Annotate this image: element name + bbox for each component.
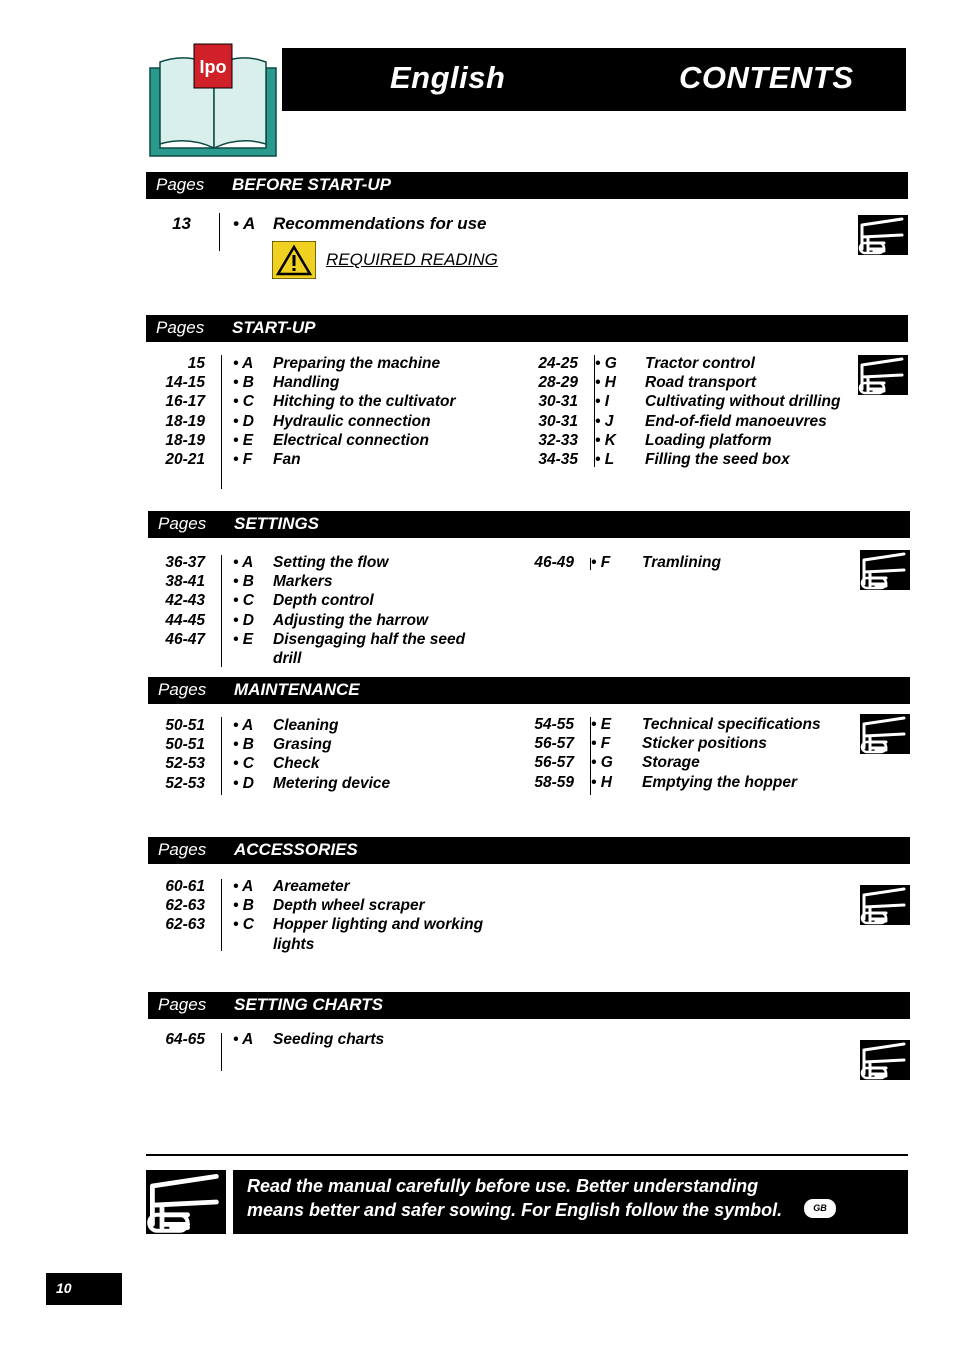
page-number-box [46, 1273, 122, 1305]
pages-label: Pages [158, 680, 207, 699]
item-letter: • C [233, 916, 254, 933]
item-label[interactable]: Sticker positions [642, 735, 767, 752]
page-ref: 46-49 [534, 554, 574, 571]
page-ref: 62-63 [165, 916, 205, 933]
pointing-hand-icon [146, 1170, 226, 1234]
footer-line-2: means better and safer sowing. For English follow the symbol. [247, 1200, 783, 1220]
item-label[interactable]: Loading platform [645, 432, 772, 449]
page-ref: 46-47 [165, 631, 205, 648]
pages-label: Pages [156, 318, 205, 337]
pointing-hand-icon [860, 885, 910, 925]
item-label[interactable]: Setting the flow [273, 554, 389, 571]
language-label: English [390, 60, 506, 95]
section-header-settings [148, 511, 910, 538]
page-ref: 13 [172, 214, 191, 233]
item-letter: • C [233, 755, 254, 772]
item-label[interactable]: Seeding charts [273, 1031, 385, 1048]
page-ref: 20-21 [165, 451, 205, 468]
page-ref: 56-57 [534, 754, 574, 771]
item-letter: • A [233, 355, 254, 372]
item-label[interactable]: Technical specifications [642, 716, 821, 733]
item-label[interactable]: Areameter [273, 878, 350, 895]
page-ref: 15 [187, 355, 205, 372]
page-ref: 50-51 [165, 717, 205, 734]
page-ref: 38-41 [165, 573, 205, 590]
page-number: 10 [56, 1280, 72, 1296]
item-letter: • D [233, 413, 254, 430]
item-label[interactable]: Cultivating without drilling [645, 393, 841, 410]
section-title: START-UP [232, 318, 316, 337]
page-ref: 62-63 [165, 897, 205, 914]
page-ref: 54-55 [534, 716, 574, 733]
item-label[interactable]: Metering device [273, 775, 391, 792]
item-letter: • A [233, 214, 256, 233]
item-letter: • H [595, 374, 616, 391]
item-letter: • B [233, 573, 254, 590]
item-label[interactable]: Depth wheel scraper [273, 897, 425, 914]
item-letter: • E [233, 631, 254, 648]
item-letter: • E [233, 432, 254, 449]
item-letter: • E [591, 716, 612, 733]
pages-label: Pages [158, 514, 207, 533]
section-title: SETTING CHARTS [234, 995, 383, 1014]
item-label[interactable]: Hopper lighting and working [273, 916, 484, 933]
item-letter: • I [595, 393, 610, 410]
page-ref: 30-31 [538, 413, 578, 430]
section-header-startup [146, 315, 908, 342]
item-label[interactable]: Disengaging half the seed [273, 631, 466, 648]
page-ref: 34-35 [538, 451, 578, 468]
item-label[interactable]: Hitching to the cultivator [273, 393, 456, 410]
item-label[interactable]: Filling the seed box [645, 451, 790, 468]
item-letter: • C [233, 592, 254, 609]
page-ref: 52-53 [165, 775, 205, 792]
pages-label: Pages [156, 175, 205, 194]
item-label[interactable]: Storage [642, 754, 700, 771]
section-title: SETTINGS [234, 514, 320, 533]
item-label[interactable]: Tramlining [642, 554, 721, 571]
item-letter: • G [591, 754, 613, 771]
open-book-icon [148, 40, 278, 158]
section-header-accessories [148, 837, 910, 864]
item-letter: • B [233, 374, 254, 391]
item-letter: • A [233, 717, 254, 734]
footer-divider [146, 1154, 908, 1156]
item-label[interactable]: Hydraulic connection [273, 413, 431, 430]
header-bar [282, 48, 906, 111]
pages-label: Pages [158, 995, 207, 1014]
item-letter: • J [595, 413, 614, 430]
item-letter: • A [233, 554, 254, 571]
required-reading-link[interactable]: REQUIRED READING [326, 250, 498, 269]
item-letter: • B [233, 736, 254, 753]
gb-badge: GB [804, 1199, 836, 1218]
item-letter: • D [233, 775, 254, 792]
page-ref: 64-65 [165, 1031, 205, 1048]
item-label[interactable]: Preparing the machine [273, 355, 441, 372]
item-label-continued: drill [273, 650, 302, 667]
item-letter: • C [233, 393, 254, 410]
section-title: MAINTENANCE [234, 680, 360, 699]
item-label[interactable]: End-of-field manoeuvres [645, 413, 827, 430]
item-label[interactable]: Recommendations for use [273, 214, 487, 233]
item-label[interactable]: Check [273, 755, 320, 772]
item-label[interactable]: Cleaning [273, 717, 339, 734]
item-letter: • F [591, 554, 611, 571]
item-letter: • D [233, 612, 254, 629]
page-ref: 52-53 [165, 755, 205, 772]
item-letter: • G [595, 355, 617, 372]
item-letter: • A [233, 1031, 254, 1048]
svg-text:Ipo: Ipo [199, 57, 227, 77]
item-label[interactable]: Depth control [273, 592, 374, 609]
item-letter: • K [595, 432, 616, 449]
page-ref: 42-43 [165, 592, 205, 609]
page-ref: 18-19 [165, 432, 205, 449]
pointing-hand-icon [860, 1040, 910, 1080]
page-ref: 32-33 [538, 432, 578, 449]
item-letter: • F [233, 451, 253, 468]
item-label[interactable]: Electrical connection [273, 432, 429, 449]
section-title: ACCESSORIES [234, 840, 358, 859]
item-label[interactable]: Grasing [273, 736, 332, 753]
pointing-hand-icon [860, 714, 910, 754]
page-ref: 18-19 [165, 413, 205, 430]
section-header-setting-charts [148, 992, 910, 1019]
item-letter: • H [591, 774, 612, 791]
page-title: CONTENTS [679, 60, 854, 95]
page-ref: 58-59 [534, 774, 574, 791]
warning-triangle-icon [272, 241, 316, 279]
page-ref: 56-57 [534, 735, 574, 752]
item-letter: • B [233, 897, 254, 914]
item-label[interactable]: Tractor control [645, 355, 755, 372]
pointing-hand-icon [860, 550, 910, 590]
item-letter: • A [233, 878, 254, 895]
item-label-continued: lights [273, 936, 315, 953]
page-ref: 50-51 [165, 736, 205, 753]
pointing-hand-icon [858, 215, 908, 255]
item-label[interactable]: Adjusting the harrow [273, 612, 428, 629]
item-label[interactable]: Fan [273, 451, 301, 468]
pointing-hand-icon [858, 355, 908, 395]
pages-label: Pages [158, 840, 207, 859]
page-ref: 14-15 [165, 374, 205, 391]
page-ref: 44-45 [165, 612, 205, 629]
footer-line-1: Read the manual carefully before use. Better understanding [247, 1176, 759, 1196]
page-ref: 30-31 [538, 393, 578, 410]
page-ref: 24-25 [538, 355, 578, 372]
page-ref: 28-29 [538, 374, 578, 391]
item-letter: • F [591, 735, 611, 752]
item-label[interactable]: Road transport [645, 374, 757, 391]
page-ref: 36-37 [165, 554, 205, 571]
item-label[interactable]: Emptying the hopper [642, 774, 797, 791]
item-letter: • L [595, 451, 615, 468]
section-header-maintenance [148, 677, 910, 704]
item-label[interactable]: Handling [273, 374, 340, 391]
section-header-before-startup [146, 172, 908, 199]
page-ref: 16-17 [165, 393, 205, 410]
item-label[interactable]: Markers [273, 573, 333, 590]
section-title: BEFORE START-UP [232, 175, 391, 194]
page-ref: 60-61 [165, 878, 205, 895]
